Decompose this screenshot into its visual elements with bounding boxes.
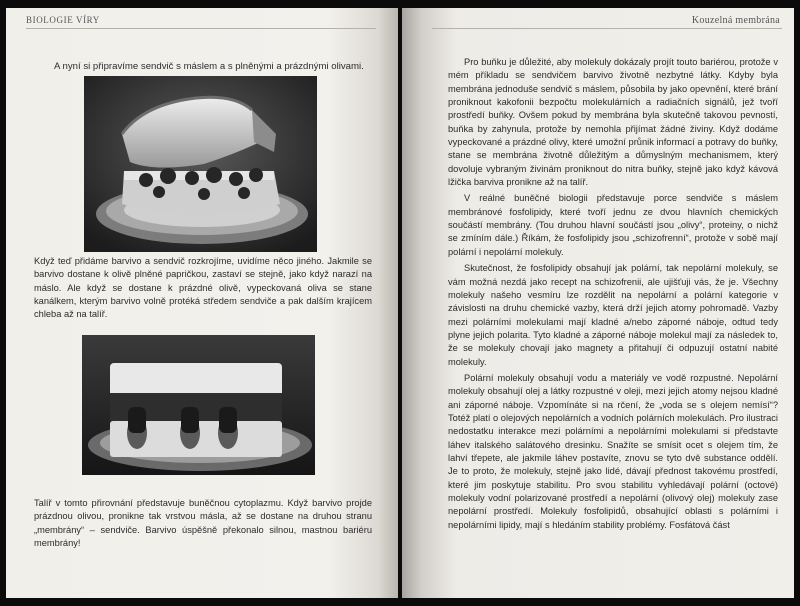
- left-paragraph-2: [34, 497, 372, 550]
- right-paragraph-1: Pro buňku je důležité, aby molekuly dokázaly projít touto bariérou, protože v mém příkladu se sendvičem barvivo životně nezbytné látky. Kdyby byla membrána jednoduše sendvič s máslem, působila by jako opevnění, které brání proniknout kakofonii bezpočtu molekulárních a radiačních signálů, jež tvoří prostředí buňky. Ovšem pokud by membrána byla skutečně takovou pevností, buňka by zahynula, protože by nemohla přijímat žádné živiny. Když dodáme vypeckované a prázdné olivy, které umožní průnik informací a potravy do buňky, stane se membrána životně důležitým a důmyslným mechanismem, který dovoluje vybraným živinám proniknout do nitra buňky, stejně jako když kávová lžička barviva pronikne až na talíř.: [448, 57, 778, 188]
- right-paragraph-2: V reálné buněčné biologii představuje porce sendviče s máslem membránové fosfolipidy, které tvoří jednu ze dvou hlavních chemických součástí membrány. (Tou druhou hlavní součástí jsou „olivy“, proteiny, o nichž se zmíním dále.) Říkám, že fosfolipidy jsou „schizofrenní“, protože v sobě mají polární i nepolární molekuly.: [448, 193, 778, 257]
- right-running-head: Kouzelná membrána: [691, 15, 780, 26]
- left-paragraph-1-text: Když teď přidáme barvivo a sendvič rozkrojíme, uvidíme něco jiného. Jakmile se barvivo dostane k olivě plněné papričkou, zastaví se stejně, jako když narazí na máslo. Ale když se dostane k prázdné olivě, vypeckovaná oliva se stane kanálkem, kterým barvivo volně protéká středem sendviče a pak dalším krajícem chleba až na talíř.: [34, 256, 372, 320]
- sandwich-photo-whole: [84, 76, 317, 252]
- left-paragraph-1: [34, 255, 372, 322]
- right-page: [402, 8, 794, 598]
- sandwich-photo-cut: [82, 335, 315, 475]
- left-header-rule: [26, 28, 376, 29]
- left-running-head: BIOLOGIE VÍRY: [26, 15, 100, 25]
- right-text-column: [448, 56, 778, 535]
- right-paragraph-3: Skutečnost, že fosfolipidy obsahují jak polární, tak nepolární molekuly, se vám možná nezdá jako recept na schizofrenii, ale ujišťuji vás, že je. Všechny molekuly našeho vesmíru lze rozdělit na nepolární a polární kategorie v závislosti na druhu chemické vazby, která drží jejich atomy pohromadě. Vazby mezi polárními molekulami mají kladné a/nebo záporné náboje, odtud tedy plyne jejich polarita. Tyto kladné a záporné náboje molekul mají za následek to, že se molekuly chovají jako magnety a přitahují či odpuzují ostatní nabité molekuly.: [448, 263, 778, 367]
- left-paragraph-2-text: Talíř v tomto přirovnání představuje buněčnou cytoplazmu. Když barvivo projde prázdnou olivou, pronikne tak vrstvou másla, až se dostane na druhou stranu „membrány“ – sendviče. Barvivo úspěšně překonalo silnou, mastnou bariéru membrány!: [34, 498, 372, 549]
- right-paragraph-4: Polární molekuly obsahují vodu a materiály ve vodě rozpustné. Nepolární molekuly obsahují olej a látky rozpustné v oleji, mezi jejich atomy nejsou kladné ani záporné náboje. Vzpomínáte si na rčení, že „voda se s olejem nemísí“? Totéž platí o olejových nepolárních a vodních polárních molekulách. Pro ilustraci nedostatku interakce mezi polárními a nepolárními molekulami si představte láhev italského salátového dresinku. Snažíte se smísit ocet s olejem tím, že lahví třepete, ale jakmile láhev postavíte, znovu se tyto dvě substance oddělí. Je to proto, že molekuly, stejně jako lidé, dávají přednost takovému prostředí, které jim poskytuje stabilitu. Pro svou stabilitu vyhledávají polární (octové) molekuly vodní polarizované prostředí a nepolární (olivový olej) molekuly zase nepolární prostředí. Molekuly fosfolipidů, obsahující oblasti s polárními i nepolárními lipidy, mají s hledáním stability problémy. Fosfátová část: [448, 372, 778, 530]
- left-page: [6, 8, 398, 598]
- right-header-rule: [432, 28, 782, 29]
- intro-text: A nyní si připravíme sendvič s máslem a s plněnými a prázdnými olivami.: [54, 61, 364, 72]
